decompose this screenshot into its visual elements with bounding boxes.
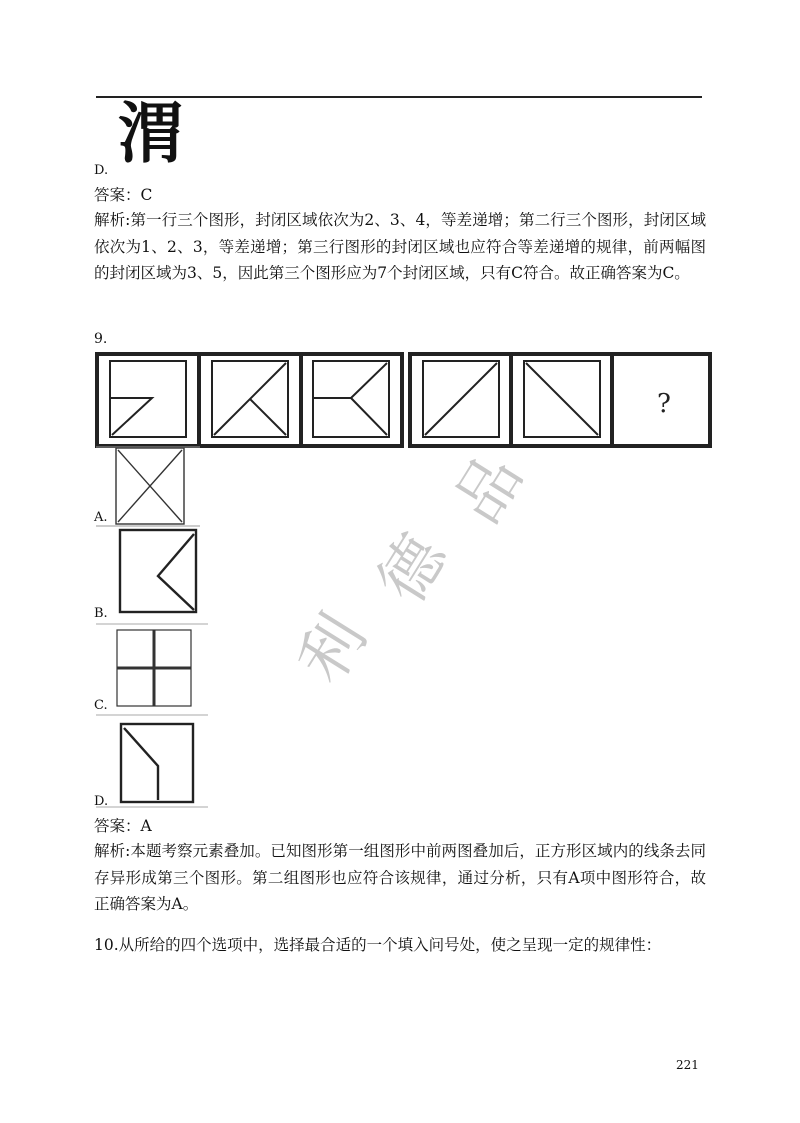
q9-number: 9.	[94, 331, 108, 347]
watermark-char-3: 品	[440, 442, 538, 536]
q9-figure-3	[302, 355, 401, 445]
q9-question-mark: ?	[657, 389, 671, 419]
q9-answer: 答案：A	[94, 817, 152, 835]
q9-option-d-label: D.	[94, 794, 109, 809]
q9-option-a-label: A.	[94, 510, 108, 525]
q9-figure-1	[98, 355, 198, 445]
q9-option-a-figure	[96, 447, 200, 526]
q9-figure-2	[200, 355, 300, 445]
q8-explanation: 解析:第一行三个图形，封闭区域依次为2、3、4，等差递增；第二行三个图形，封闭区域依次为1、2、3，等差递增；第三行图形的封闭区域也应符合等差递增的规律，前两幅图的封闭区域为3、5，因此第三个图形应为7个封闭区域，只有C符合。故正确答案为C。	[94, 211, 706, 282]
option-glyph: 渭	[118, 94, 184, 172]
q9-option-c-label: C.	[94, 698, 108, 713]
q9-figure-5	[512, 355, 611, 445]
q9-question-group-1	[96, 353, 403, 447]
watermark-char-1: 利	[284, 602, 382, 696]
q9-explanation: 解析:本题考察元素叠加。已知图形第一组图形中前两图叠加后，正方形区域内的线条去同存异形成第三个图形。第二组图形也应符合该规律，通过分析，只有A项中图形符合，故正确答案为A。	[94, 842, 706, 913]
q9-figure-4	[411, 355, 510, 445]
q8-answer: 答案：C	[94, 186, 153, 204]
q9-option-b-figure	[120, 530, 196, 612]
q10-question: 10.从所给的四个选项中，选择最合适的一个填入问号处，使之呈现一定的规律性：	[94, 936, 662, 954]
q8-option-d-label: D.	[94, 163, 109, 178]
watermark-char-2: 德	[364, 522, 462, 616]
page-number: 221	[676, 1058, 699, 1072]
q9-option-b-label: B.	[94, 606, 108, 621]
q9-option-c-figure	[96, 624, 208, 715]
q9-option-d-figure	[96, 724, 208, 807]
